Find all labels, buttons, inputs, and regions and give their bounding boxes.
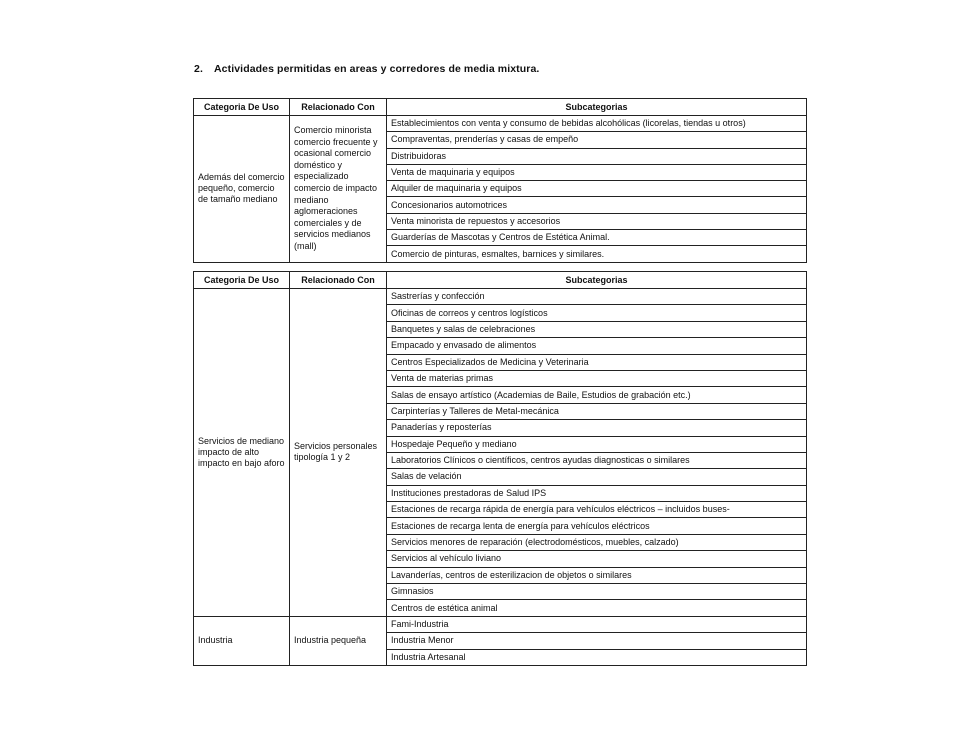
subcategory-cell: Concesionarios automotrices	[387, 197, 807, 213]
subcategory-cell: Venta de materias primas	[387, 370, 807, 386]
subcategory-cell: Guarderías de Mascotas y Centros de Estética Animal.	[387, 230, 807, 246]
subcategory-cell: Industria Artesanal	[387, 649, 807, 665]
subcategory-cell: Centros Especializados de Medicina y Veterinaria	[387, 354, 807, 370]
subcategory-cell: Gimnasios	[387, 584, 807, 600]
related-cell: Industria pequeña	[290, 616, 387, 665]
header-subcategorias: Subcategorias	[387, 99, 807, 116]
header-relacionado: Relacionado Con	[290, 99, 387, 116]
subcategory-cell: Carpinterías y Talleres de Metal-mecánica	[387, 403, 807, 419]
subcategory-cell: Instituciones prestadoras de Salud IPS	[387, 485, 807, 501]
subcategory-cell: Salas de ensayo artístico (Academias de Baile, Estudios de grabación etc.)	[387, 387, 807, 403]
table-row	[194, 289, 807, 305]
table-header-row	[194, 99, 807, 116]
subcategory-cell: Banquetes y salas de celebraciones	[387, 321, 807, 337]
subcategory-cell: Distribuidoras	[387, 148, 807, 164]
subcategory-cell: Sastrerías y confección	[387, 289, 807, 305]
subcategory-cell: Empacado y envasado de alimentos	[387, 338, 807, 354]
subcategory-cell: Servicios al vehículo liviano	[387, 551, 807, 567]
subcategory-cell: Establecimientos con venta y consumo de bebidas alcohólicas (licorelas, tiendas u otros)	[387, 116, 807, 132]
related-cell: Comercio minorista comercio frecuente y ocasional comercio doméstico y especializado comercio de impacto mediano aglomeraciones comerciales y de servicios medianos (mall)	[290, 116, 387, 263]
subcategory-cell: Laboratorios Clínicos o científicos, centros ayudas diagnosticas o similares	[387, 452, 807, 468]
table-header-row	[194, 272, 807, 289]
header-categoria: Categoria De Uso	[194, 272, 290, 289]
subcategory-cell: Salas de velación	[387, 469, 807, 485]
section-heading	[194, 63, 539, 75]
category-cell: Industria	[194, 616, 290, 665]
table-commerce	[193, 98, 807, 263]
header-categoria: Categoria De Uso	[194, 99, 290, 116]
table-row	[194, 616, 807, 632]
subcategory-cell: Servicios menores de reparación (electrodomésticos, muebles, calzado)	[387, 534, 807, 550]
subcategory-cell: Compraventas, prenderías y casas de empeño	[387, 132, 807, 148]
subcategory-cell: Centros de estética animal	[387, 600, 807, 616]
category-cell: Servicios de mediano impacto de alto impacto en bajo aforo	[194, 289, 290, 617]
section-title: Actividades permitidas en areas y corredores de media mixtura.	[214, 63, 540, 75]
subcategory-cell: Venta de maquinaria y equipos	[387, 164, 807, 180]
subcategory-cell: Panaderías y reposterías	[387, 420, 807, 436]
table-services-industry	[193, 271, 807, 666]
subcategory-cell: Estaciones de recarga rápida de energía para vehículos eléctricos – incluidos buses-	[387, 502, 807, 518]
subcategory-cell: Fami-Industria	[387, 616, 807, 632]
category-cell: Además del comercio pequeño, comercio de tamaño mediano	[194, 116, 290, 263]
related-cell: Servicios personales tipología 1 y 2	[290, 289, 387, 617]
section-number: 2.	[194, 63, 203, 75]
header-relacionado: Relacionado Con	[290, 272, 387, 289]
subcategory-cell: Venta minorista de repuestos y accesorios	[387, 213, 807, 229]
subcategory-cell: Alquiler de maquinaria y equipos	[387, 181, 807, 197]
header-subcategorias: Subcategorias	[387, 272, 807, 289]
subcategory-cell: Hospedaje Pequeño y mediano	[387, 436, 807, 452]
subcategory-cell: Comercio de pinturas, esmaltes, barnices y similares.	[387, 246, 807, 262]
subcategory-cell: Estaciones de recarga lenta de energía para vehículos eléctricos	[387, 518, 807, 534]
subcategory-cell: Oficinas de correos y centros logísticos	[387, 305, 807, 321]
subcategory-cell: Industria Menor	[387, 633, 807, 649]
subcategory-cell: Lavanderías, centros de esterilizacion de objetos o similares	[387, 567, 807, 583]
table-row	[194, 116, 807, 132]
